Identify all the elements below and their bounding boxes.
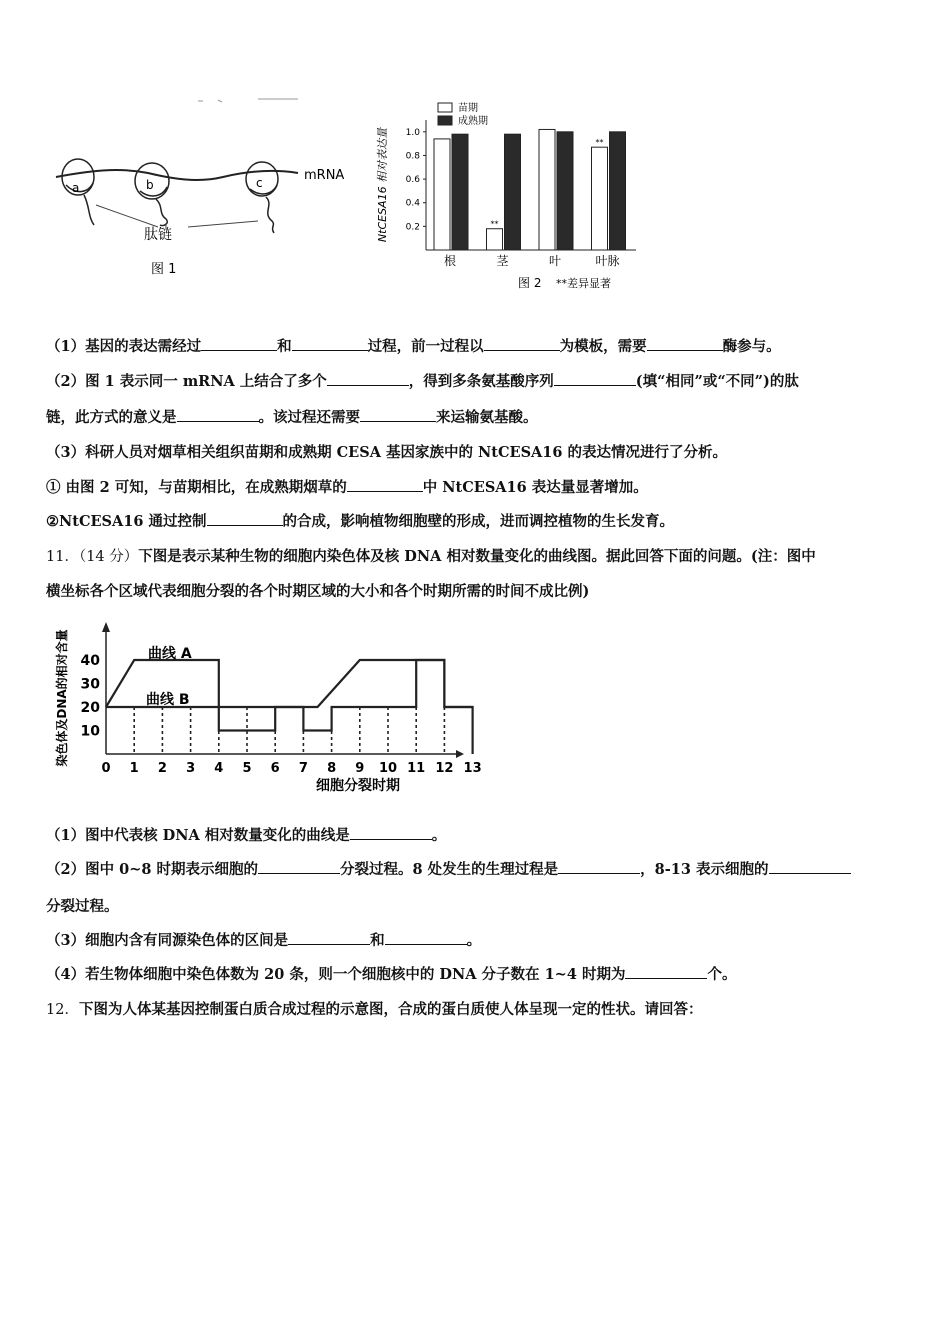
question-number: 12． <box>46 1002 79 1018</box>
text: 和 <box>277 338 292 355</box>
y-tick-label: 0.4 <box>405 198 420 209</box>
text: 过程，前一过程以 <box>367 338 484 355</box>
answer-blank[interactable] <box>484 336 560 351</box>
x-tick-label: 4 <box>214 761 224 776</box>
peptide-label: 肽链 <box>144 227 172 243</box>
x-tick-label: 13 <box>463 761 482 776</box>
q11-sub-1 <box>46 824 446 845</box>
q11-sub-3 <box>46 929 481 950</box>
x-tick-label: 5 <box>242 761 252 776</box>
text: （4）若生物体细胞中染色体数为 20 条，则一个细胞核中的 DNA 分子数在 1~4 时期为 <box>46 966 626 983</box>
text: 分裂过程。8 处发生的生理过程是 <box>340 861 559 878</box>
y-tick-label: 40 <box>80 653 100 669</box>
bar-苗期-根 <box>434 139 450 250</box>
text: 。 <box>466 932 482 949</box>
answer-blank[interactable] <box>554 371 636 386</box>
x-tick-label: 11 <box>407 761 426 776</box>
bar-苗期-叶脉 <box>592 147 608 250</box>
x-category-label: 叶脉 <box>595 254 620 268</box>
text: （3）科研人员对烟草相关组织苗期和成熟期 CESA 基因家族中的 NtCESA16 的表达情况进行了分析。 <box>46 444 728 461</box>
q11-sub-2-cont <box>46 895 119 916</box>
q11-line-2 <box>46 580 589 601</box>
y-axis-arrow <box>102 622 110 632</box>
answer-blank[interactable] <box>347 477 423 492</box>
y-axis-title: 染色体及DNA的相对含量 <box>55 629 69 767</box>
text: 下图是表示某种生物的细胞内染色体及核 DNA 相对数量变化的曲线图。据此回答下面的问题。(注：图中 <box>138 548 816 565</box>
x-tick-label: 1 <box>129 761 139 776</box>
bar-成熟期-叶 <box>557 132 573 250</box>
text: ，8-13 表示细胞的 <box>640 861 769 878</box>
text: 和 <box>370 932 385 949</box>
text: （1）图中代表核 DNA 相对数量变化的曲线是 <box>46 827 350 844</box>
figure-3-line-chart <box>48 618 482 800</box>
x-tick-label: 2 <box>157 761 167 776</box>
q10-line-6 <box>46 510 674 531</box>
answer-blank[interactable] <box>360 407 436 422</box>
answer-blank[interactable] <box>292 336 368 351</box>
text: 分裂过程。 <box>46 898 119 915</box>
ribosome-b-label: b <box>146 178 154 192</box>
answer-blank[interactable] <box>288 930 370 945</box>
y-tick-label: 30 <box>80 676 100 693</box>
text: 下图为人体某基因控制蛋白质合成过程的示意图，合成的蛋白质使人体呈现一定的性状。请回答： <box>78 1001 703 1018</box>
legend-swatch <box>438 116 452 125</box>
text: (填“相同”或“不同”)的肽 <box>635 373 799 390</box>
x-category-label: 叶 <box>548 254 562 268</box>
text: 的合成，影响植物细胞壁的形成，进而调控植物的生长发育。 <box>282 513 674 530</box>
x-axis-title: 细胞分裂时期 <box>316 778 400 794</box>
x-tick-label: 3 <box>186 761 196 776</box>
y-tick-label: 1.0 <box>405 127 420 138</box>
y-tick-label: 10 <box>80 723 100 740</box>
text: 横坐标各个区域代表细胞分裂的各个时期区域的大小和各个时期所需的时间不成比例) <box>46 583 590 600</box>
figure-1-translation-diagram <box>48 95 368 285</box>
answer-blank[interactable] <box>350 825 432 840</box>
answer-blank[interactable] <box>177 407 259 422</box>
text: 。该过程还需要 <box>258 409 360 426</box>
x-category-label: 根 <box>443 254 457 268</box>
bar-苗期-茎 <box>487 229 503 250</box>
ribosome-a-label: a <box>72 181 80 195</box>
text: 链，此方式的意义是 <box>46 409 177 426</box>
q11-sub-2 <box>46 858 851 879</box>
q11-sub-4 <box>46 963 736 984</box>
figure-2-bar-chart <box>372 95 652 295</box>
answer-blank[interactable] <box>625 964 707 979</box>
answer-blank[interactable] <box>258 859 340 874</box>
text: 酶参与。 <box>722 338 781 355</box>
bar-苗期-叶 <box>539 129 555 250</box>
legend-swatch <box>438 103 452 112</box>
ribosome-a <box>62 159 94 225</box>
curve-b-label: 曲线 B <box>146 692 190 708</box>
bar-成熟期-根 <box>452 134 468 250</box>
legend-label: 苗期 <box>458 103 478 114</box>
text: ，得到多条氨基酸序列 <box>408 373 554 390</box>
q10-line-4 <box>46 441 727 462</box>
text: 来运输氨基酸。 <box>436 409 538 426</box>
text: 个。 <box>707 966 737 983</box>
question-number: 11．（14 分） <box>46 549 139 565</box>
answer-blank[interactable] <box>201 336 277 351</box>
x-tick-label: 9 <box>355 761 365 776</box>
answer-blank[interactable] <box>769 859 851 874</box>
answer-blank[interactable] <box>327 371 409 386</box>
figure-2-note: **差异显著 <box>556 277 611 290</box>
text: （2）图中 0~8 时期表示细胞的 <box>46 861 259 878</box>
answer-blank[interactable] <box>647 336 723 351</box>
y-tick-label: 0.8 <box>405 151 420 162</box>
text: ① 由图 2 可知，与苗期相比，在成熟期烟草的 <box>46 479 347 496</box>
q11-line-1 <box>46 545 816 566</box>
x-tick-label: 0 <box>101 761 111 776</box>
x-tick-label: 6 <box>270 761 280 776</box>
significance-mark: ** <box>595 138 604 148</box>
x-tick-label: 10 <box>378 761 398 776</box>
x-tick-label: 7 <box>298 761 308 776</box>
mrna-label: mRNA <box>304 168 345 183</box>
text: 。 <box>431 827 447 844</box>
q10-line-1 <box>46 335 781 356</box>
y-tick-label: 20 <box>80 700 100 716</box>
answer-blank[interactable] <box>207 511 283 526</box>
bar-成熟期-茎 <box>505 134 521 250</box>
q10-line-2 <box>46 370 799 391</box>
text: ②NtCESA16 通过控制 <box>46 513 207 530</box>
text: （1）基因的表达需经过 <box>46 338 202 355</box>
text: （2）图 1 表示同一 mRNA 上结合了多个 <box>46 373 327 390</box>
figure-1-caption: 图 1 <box>151 262 177 277</box>
curve-a-label: 曲线 A <box>148 646 192 662</box>
text: 为模板，需要 <box>559 338 647 355</box>
x-category-label: 茎 <box>496 254 509 268</box>
legend-label: 成熟期 <box>458 116 488 127</box>
ribosome-c-label: c <box>256 176 263 190</box>
x-axis-arrow <box>456 750 464 758</box>
figure-2-caption: 图 2 <box>518 276 542 290</box>
answer-blank[interactable] <box>385 930 467 945</box>
answer-blank[interactable] <box>558 859 640 874</box>
x-tick-label: 12 <box>435 761 454 776</box>
bar-成熟期-叶脉 <box>610 132 626 250</box>
q12-line <box>46 998 702 1019</box>
y-tick-label: 0.6 <box>405 175 420 186</box>
y-axis-title: NtCESA16 相对表达量 <box>376 127 389 243</box>
x-tick-label: 8 <box>327 761 337 776</box>
text: （3）细胞内含有同源染色体的区间是 <box>46 932 289 949</box>
text: 中 NtCESA16 表达量显著增加。 <box>422 479 648 496</box>
q10-line-3 <box>46 406 538 427</box>
y-tick-label: 0.2 <box>405 222 420 233</box>
significance-mark: ** <box>490 219 499 229</box>
q10-line-5 <box>46 476 648 497</box>
